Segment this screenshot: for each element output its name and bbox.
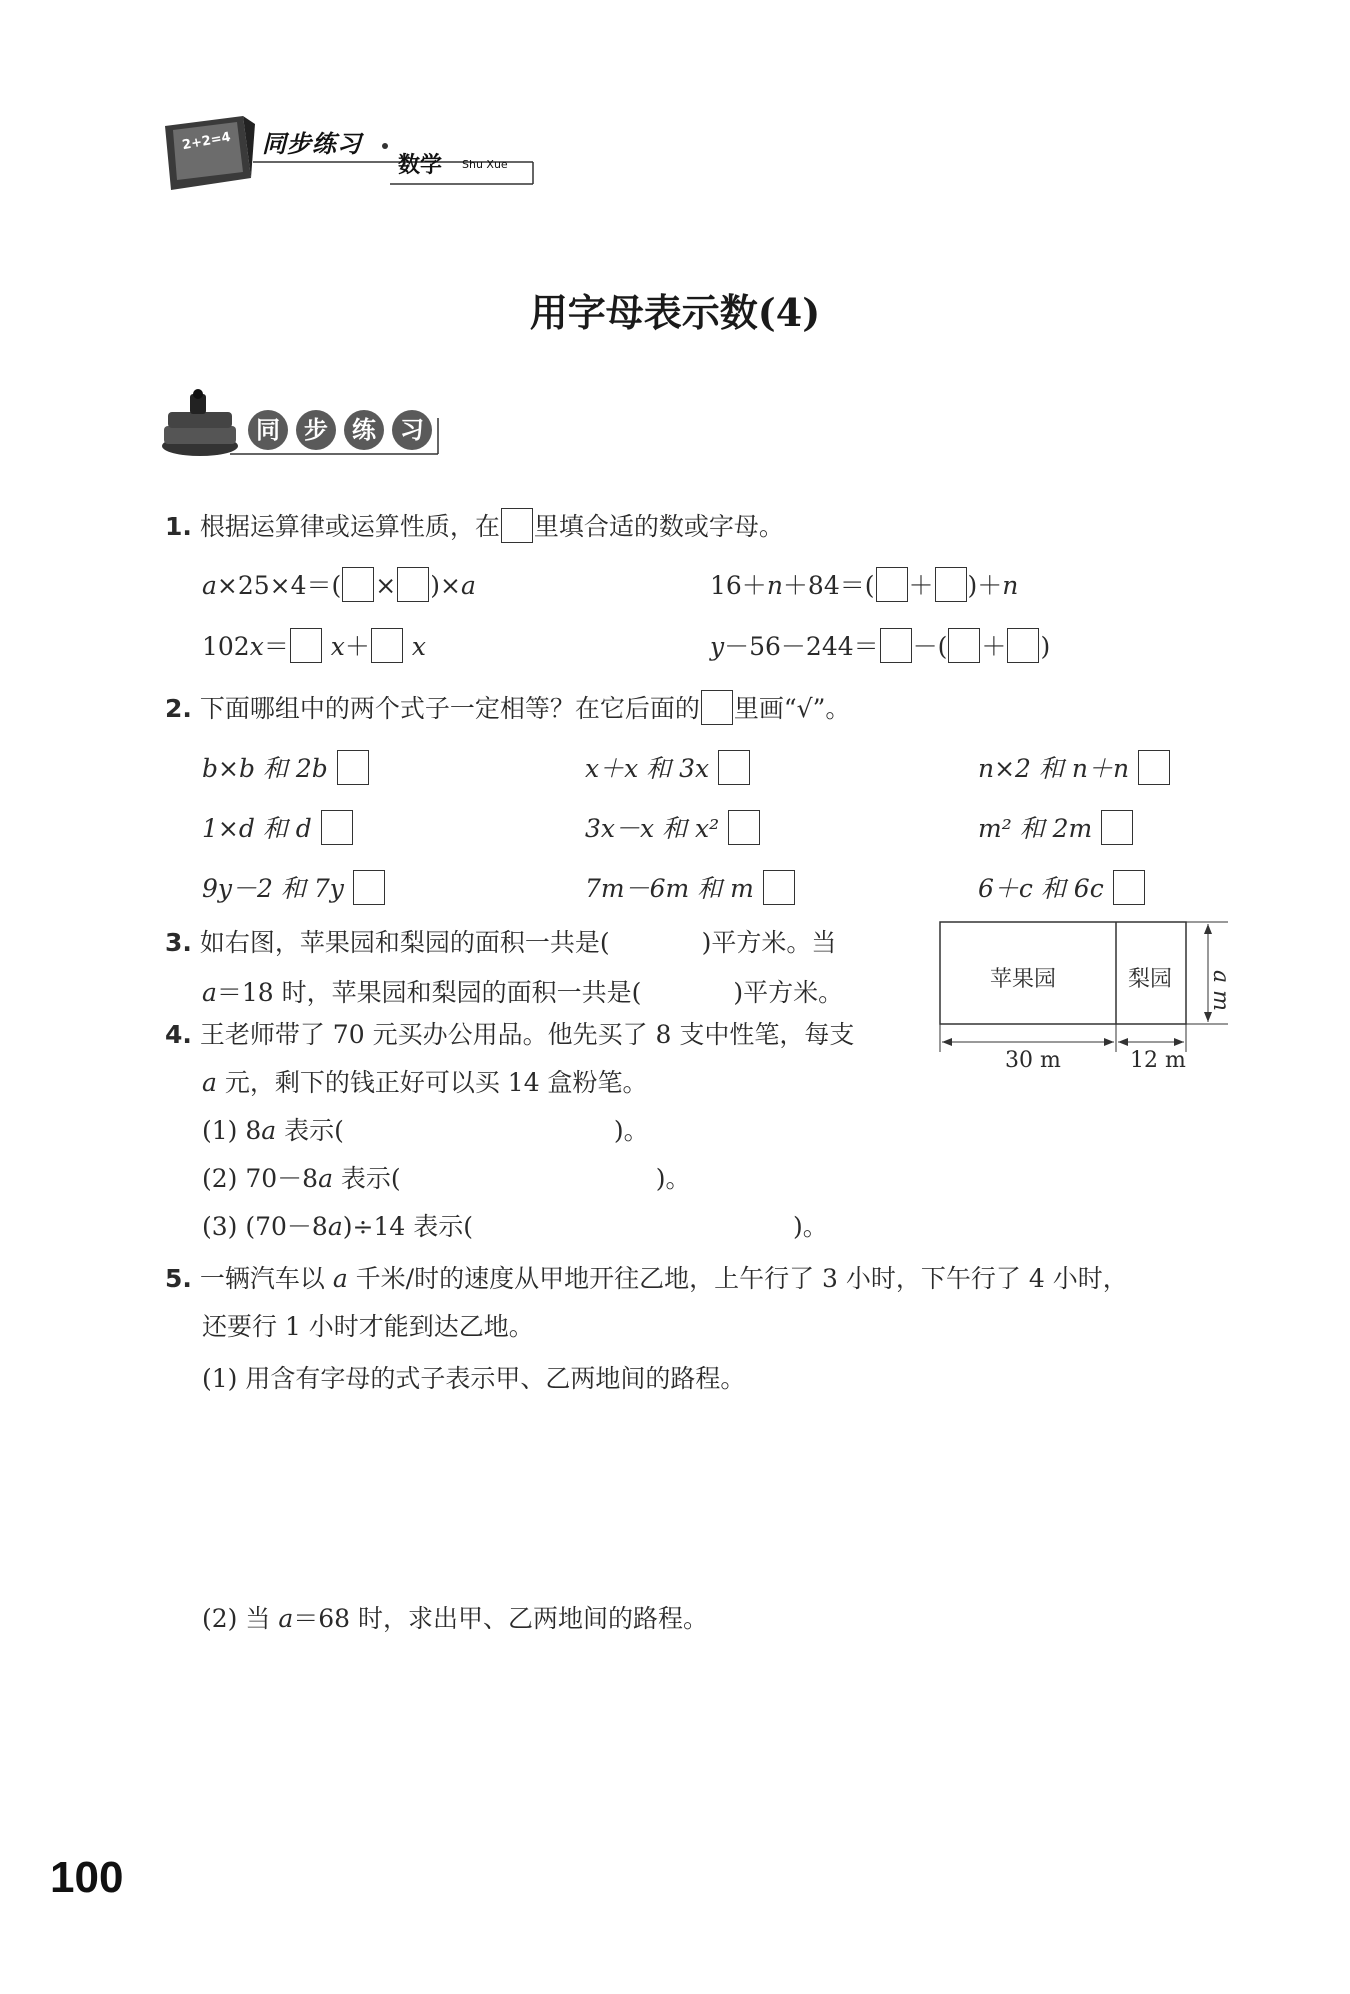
check-box[interactable]	[1138, 750, 1170, 785]
width-label-2: 12 m	[1130, 1048, 1186, 1073]
q4-text: 元，剩下的钱正好可以买 14 盒粉笔。	[216, 1068, 648, 1097]
page-number: 100	[50, 1853, 124, 1902]
question-number: 1.	[165, 512, 192, 541]
var: a	[327, 1212, 343, 1241]
expr: ×	[375, 571, 397, 600]
q2-item	[202, 810, 354, 845]
badge-char-1: 同	[248, 410, 288, 450]
height-label: a m	[1207, 970, 1233, 1011]
q2-stem-text-a: 下面哪组中的两个式子一定相等？在它后面的	[199, 694, 700, 723]
q4-sub-text: )。	[655, 1164, 691, 1193]
q2-item-text: x＋x 和 3x	[585, 754, 710, 783]
badge-char-4: 习	[392, 410, 432, 450]
page-title: 用字母表示数(4)	[529, 290, 821, 335]
check-box[interactable]	[337, 750, 369, 785]
apple-orchard-label: 苹果园	[990, 967, 1057, 992]
var: a	[202, 571, 217, 600]
answer-area-2[interactable]	[202, 1650, 1202, 1820]
check-box[interactable]	[353, 870, 385, 905]
question-number: 4.	[165, 1020, 192, 1049]
q2-item-text: b×b 和 2b	[202, 754, 328, 783]
answer-area-1[interactable]	[202, 1410, 1202, 1580]
q5-sub-text: ＝68 时，求出甲、乙两地间的路程。	[293, 1604, 708, 1633]
q2-item	[978, 750, 1171, 785]
expr: －56－244＝	[724, 632, 879, 661]
q5-text: 还要行 1 小时才能到达乙地。	[202, 1312, 534, 1341]
q4-sub-text: )。	[792, 1212, 828, 1241]
var: x	[330, 632, 345, 661]
expr: 102	[202, 632, 250, 661]
var: a	[202, 978, 217, 1007]
q2-item	[978, 810, 1134, 845]
q2-item-text: 9y－2 和 7y	[202, 874, 344, 903]
expr: )＋	[967, 571, 1003, 600]
q2-item-text: 7m－6m 和 m	[585, 874, 754, 903]
check-box[interactable]	[728, 810, 760, 845]
q1-stem-text-b: 里填合适的数或字母。	[533, 512, 784, 541]
question-5-line-2	[202, 1312, 534, 1342]
q3-text: )平方米。	[733, 978, 844, 1007]
answer-box[interactable]	[397, 567, 429, 602]
var: a	[278, 1604, 294, 1633]
question-3-line-1	[165, 928, 836, 958]
subject-label: 数学	[398, 153, 443, 178]
q4-text: 王老师带了 70 元买办公用品。他先买了 8 支中性笔，每支	[199, 1020, 855, 1049]
q5-text: 千米/时的速度从甲地开往乙地，上午行了 3 小时，下午行了 4 小时，	[347, 1264, 1128, 1293]
q2-item	[202, 870, 386, 905]
answer-box[interactable]	[935, 567, 967, 602]
answer-box[interactable]	[290, 628, 322, 663]
question-4-line-1	[165, 1020, 854, 1050]
question-3-line-2	[202, 978, 843, 1008]
var: x	[249, 632, 264, 661]
q4-sub-text: 表示(	[332, 1164, 401, 1193]
book-title: 同步练习	[262, 130, 362, 158]
badge-char-2: 步	[296, 410, 336, 450]
q2-item-text: 6＋c 和 6c	[978, 874, 1104, 903]
check-box[interactable]	[1113, 870, 1145, 905]
q2-item-text: 1×d 和 d	[202, 814, 312, 843]
check-box[interactable]	[763, 870, 795, 905]
question-2-stem	[165, 690, 850, 725]
expr: ＋	[344, 632, 370, 661]
var: a	[332, 1264, 348, 1293]
q4-sub-text: (1) 8	[202, 1116, 262, 1145]
answer-box[interactable]	[1007, 628, 1039, 663]
q4-sub-text: )÷14 表示(	[342, 1212, 473, 1241]
check-box[interactable]	[321, 810, 353, 845]
width-label-1: 30 m	[1005, 1048, 1061, 1073]
q5-sub-2	[202, 1604, 708, 1634]
q5-sub-text: (1) 用含有字母的式子表示甲、乙两地间的路程。	[202, 1364, 746, 1393]
q3-text: 如右图，苹果园和梨园的面积一共是(	[199, 928, 610, 957]
q2-stem-text-b: 里画“√”。	[733, 694, 851, 723]
q2-item	[585, 870, 796, 905]
expr: ×25×4＝(	[216, 571, 342, 600]
var: a	[460, 571, 476, 600]
q2-item	[978, 870, 1146, 905]
q4-sub-text: )。	[613, 1116, 649, 1145]
q1-row2-left	[202, 628, 426, 663]
q1-stem-text-a: 根据运算律或运算性质，在	[199, 512, 500, 541]
var: a	[261, 1116, 277, 1145]
var: y	[710, 632, 725, 661]
example-box	[501, 508, 533, 543]
q3-text: )平方米。当	[701, 928, 837, 957]
blackboard-icon: 2+2=4	[181, 129, 232, 154]
answer-box[interactable]	[948, 628, 980, 663]
pear-orchard-label: 梨园	[1128, 967, 1173, 992]
check-box[interactable]	[1101, 810, 1133, 845]
var: x	[411, 632, 426, 661]
q3-text: ＝18 时，苹果园和梨园的面积一共是(	[216, 978, 642, 1007]
q5-sub-text: (2) 当	[202, 1604, 279, 1633]
subject-pinyin: Shu Xue	[462, 158, 508, 171]
question-5-line-1	[165, 1264, 1128, 1294]
check-box[interactable]	[718, 750, 750, 785]
q4-sub-text: (3) (70－8	[202, 1212, 328, 1241]
question-number: 5.	[165, 1264, 192, 1293]
q4-sub-1	[202, 1116, 649, 1146]
question-4-line-2	[202, 1068, 648, 1098]
q1-row2-right	[710, 628, 1050, 663]
question-1-stem	[165, 508, 784, 543]
answer-box[interactable]	[880, 628, 912, 663]
q1-row1-left	[202, 567, 476, 602]
q2-item-text: n×2 和 n＋n	[978, 754, 1130, 783]
answer-box[interactable]	[876, 567, 908, 602]
q2-item	[202, 750, 370, 785]
q4-sub-3	[202, 1212, 828, 1242]
expr: ＋	[908, 571, 934, 600]
q5-sub-1	[202, 1364, 745, 1394]
q2-item	[585, 750, 751, 785]
var: a	[318, 1164, 333, 1193]
q1-row1-right	[710, 567, 1018, 602]
var: a	[202, 1068, 217, 1097]
q2-item-text: m² 和 2m	[978, 814, 1093, 843]
expr: ＝	[263, 632, 289, 661]
answer-box[interactable]	[342, 567, 374, 602]
badge-char-3: 练	[344, 410, 384, 450]
expr: ＋	[981, 632, 1007, 661]
q4-sub-text: 表示(	[276, 1116, 344, 1145]
expr: )×	[430, 571, 461, 600]
expr: ＋84＝(	[782, 571, 875, 600]
answer-box[interactable]	[371, 628, 403, 663]
expr: －(	[912, 632, 948, 661]
example-box	[701, 690, 733, 725]
q2-item	[585, 810, 761, 845]
var: n	[1002, 571, 1019, 600]
question-number: 2.	[165, 694, 192, 723]
expr: )	[1040, 632, 1051, 661]
q5-text: 一辆汽车以	[199, 1264, 333, 1293]
expr: 16＋	[710, 571, 767, 600]
q4-sub-text: (2) 70－8	[202, 1164, 319, 1193]
var: n	[766, 571, 783, 600]
question-number: 3.	[165, 928, 192, 957]
q4-sub-2	[202, 1164, 690, 1194]
q2-item-text: 3x－x 和 x²	[585, 814, 720, 843]
